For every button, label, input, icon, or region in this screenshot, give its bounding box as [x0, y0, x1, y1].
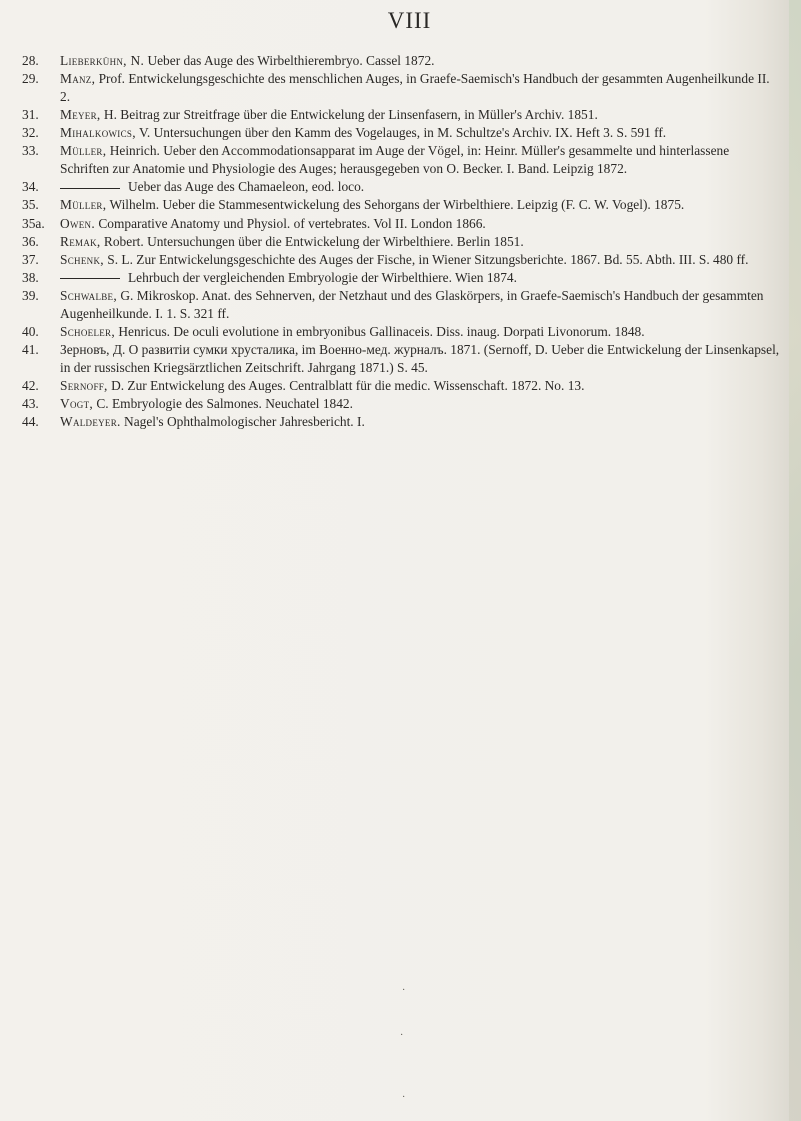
reference-item [22, 196, 780, 214]
page-number: VIII [387, 8, 432, 33]
reference-text: Зерновъ, Д. О развитіи сумки хрусталика, im Военно-мед. журналъ. 1871. (Sernoff, D. Ueber die Entwickelung der Linsenkapsel, in der russischen Kriegsärztlichen Zeitschrift. Jahrgang 1871.) S. 45. [60, 342, 780, 375]
reference-number: 29. [22, 71, 39, 87]
reference-author: Manz, [60, 71, 96, 87]
reference-number: 35a. [22, 215, 45, 231]
reference-item [22, 269, 780, 287]
reference-number: 28. [22, 53, 39, 68]
reference-text: Robert. Untersuchungen über die Entwickelung der Wirbelthiere. Berlin 1851. [100, 233, 524, 249]
reference-number: 39. [22, 288, 39, 304]
reference-number: 37. [22, 251, 39, 267]
reference-number: 36. [22, 233, 39, 249]
reference-number: 33. [22, 143, 39, 159]
reference-author: Schoeler, [60, 324, 115, 340]
print-speck: · [402, 1092, 406, 1103]
reference-text: Prof. Entwickelungsgeschichte des menschlichen Auges, in Graefe-Saemisch's Handbuch der gesammten Augenheilkunde II. 2. [60, 71, 770, 104]
reference-text: G. Mikroskop. Anat. des Sehnerven, der Netzhaut und des Glaskörpers, in Graefe-Saemisch's Handbuch der gesammten Augenheilkunde. I. 1. S. 321 ff. [60, 288, 764, 321]
reference-item [22, 106, 780, 124]
reference-author: Lieberkühn, N. [60, 53, 145, 68]
page-edge-shadow [789, 0, 801, 1121]
reference-author: Müller, [60, 197, 107, 213]
running-head [0, 8, 801, 34]
reference-author: Owen. [60, 215, 96, 231]
reference-number: 31. [22, 106, 39, 122]
reference-item [22, 178, 780, 196]
reference-text: Nagel's Ophthalmologischer Jahresbericht. I. [120, 414, 365, 430]
ditto-dash [60, 278, 120, 279]
reference-number: 38. [22, 270, 39, 286]
reference-author: Vogt, [60, 396, 94, 412]
reference-number: 35. [22, 197, 39, 213]
reference-author: Meyer, [60, 106, 101, 122]
reference-author: Sernoff, [60, 378, 108, 393]
reference-item [22, 323, 780, 341]
reference-item [22, 233, 780, 251]
reference-text: Ueber das Auge des Wirbelthierembryo. Cassel 1872. [144, 53, 435, 68]
reference-item [22, 377, 780, 395]
reference-item [22, 52, 780, 70]
reference-text: Ueber das Auge des Chamaeleon, eod. loco. [128, 179, 365, 195]
reference-author: Schenk, [60, 251, 104, 267]
reference-number: 34. [22, 179, 39, 195]
reference-number: 43. [22, 396, 39, 412]
reference-text: Wilhelm. Ueber die Stammesentwickelung des Sehorgans der Wirbelthiere. Leipzig (F. C. W. Vogel). 1875. [106, 197, 685, 213]
reference-text: Heinrich. Ueber den Accommodationsapparat im Auge der Vögel, in: Heinr. Müller's gesammelte und hinterlassene Schriften zur Anatomie und Physiologie des Auges; herausgegeben von O. Becker. I. Band. Leipzig 1872. [60, 143, 730, 176]
reference-item [22, 142, 780, 177]
reference-number: 32. [22, 125, 39, 141]
reference-item [22, 251, 780, 269]
reference-author: Remak, [60, 233, 101, 249]
reference-author: Mihalkowics, [60, 125, 136, 141]
reference-text: D. Zur Entwickelung des Auges. Centralblatt für die medic. Wissenschaft. 1872. No. 13. [107, 378, 585, 393]
reference-text: V. Untersuchungen über den Kamm des Vogelauges, in M. Schultze's Archiv. IX. Heft 3. S. 591 ff. [135, 125, 667, 141]
reference-item [22, 215, 780, 233]
reference-item [22, 124, 780, 142]
reference-item [22, 287, 780, 322]
reference-item [22, 413, 780, 431]
reference-text: C. Embryologie des Salmones. Neuchatel 1842. [93, 396, 353, 412]
reference-author: Schwalbe, [60, 288, 117, 304]
reference-number: 41. [22, 342, 39, 358]
reference-list [22, 52, 780, 432]
reference-author: Waldeyer. [60, 414, 121, 430]
ditto-dash [60, 188, 120, 189]
reference-text: H. Beitrag zur Streitfrage über die Entwickelung der Linsenfasern, in Müller's Archiv. 1851. [100, 106, 598, 122]
reference-number: 42. [22, 378, 39, 393]
reference-text: Comparative Anatomy und Physiol. of vertebrates. Vol II. London 1866. [95, 215, 486, 231]
reference-author: Müller, [60, 143, 107, 159]
reference-item [22, 395, 780, 413]
reference-number: 40. [22, 324, 39, 340]
reference-text: S. L. Zur Entwickelungsgeschichte des Auges der Fische, in Wiener Sitzungsberichte. 1867. Bd. 55. Abth. III. S. 480 ff. [103, 251, 749, 267]
reference-item [22, 341, 780, 376]
reference-number: 44. [22, 414, 39, 430]
reference-text: Henricus. De oculi evolutione in embryonibus Gallinaceis. Diss. inaug. Dorpati Livonorum. 1848. [115, 324, 645, 340]
reference-item [22, 70, 780, 105]
reference-text: Lehrbuch der vergleichenden Embryologie der Wirbelthiere. Wien 1874. [128, 270, 517, 286]
print-speck: · [400, 1030, 404, 1041]
print-speck: · [402, 985, 406, 996]
